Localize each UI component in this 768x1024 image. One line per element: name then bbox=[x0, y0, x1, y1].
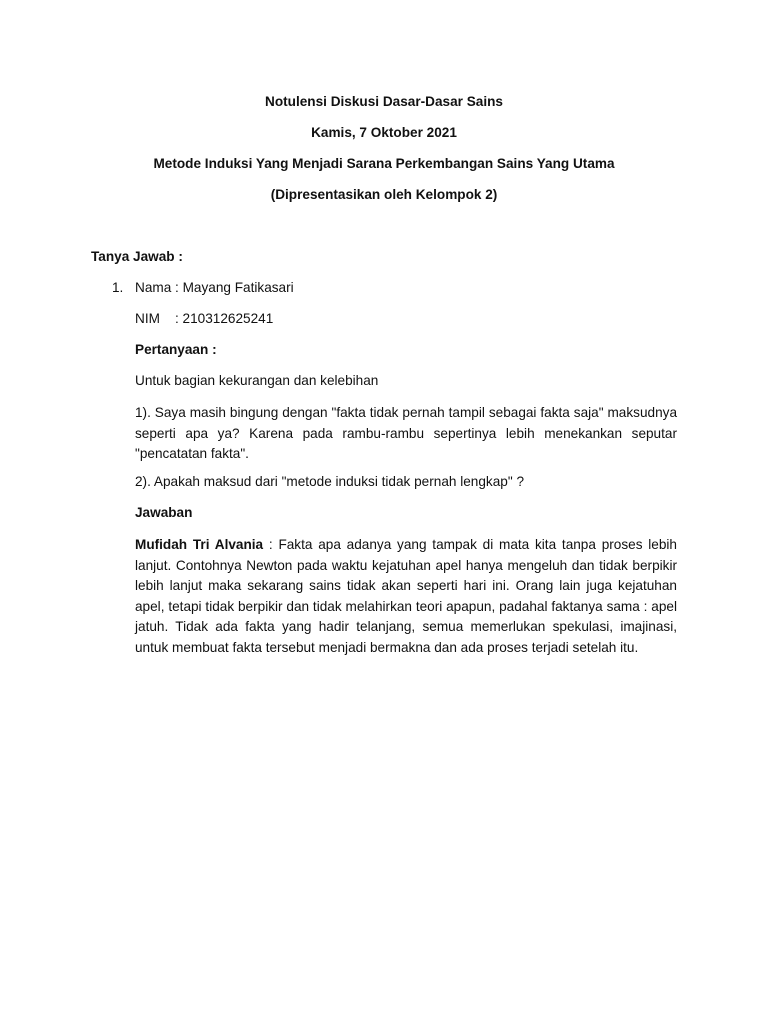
question-intro: Untuk bagian kekurangan dan kelebihan bbox=[135, 373, 379, 388]
document-date: Kamis, 7 Oktober 2021 bbox=[311, 125, 457, 140]
section-title: Tanya Jawab : bbox=[91, 249, 183, 264]
question-title: Pertanyaan : bbox=[135, 342, 217, 357]
question-2: 2). Apakah maksud dari "metode induksi tidak pernah lengkap" ? bbox=[135, 474, 525, 489]
document-presenter: (Dipresentasikan oleh Kelompok 2) bbox=[270, 187, 498, 202]
answer-paragraph bbox=[135, 535, 677, 658]
name-value: : Mayang Fatikasari bbox=[175, 280, 294, 295]
answer-text: : Fakta apa adanya yang tampak di mata kita tanpa proses lebih lanjut. Contohnya Newton pada waktu kejatuhan apel hanya mengeluh dan tidak berpikir lebih lanjut maka sekarang sains tidak akan seperti hari ini. Orang lain juga kejatuhan apel, tetapi tidak berpikir dan tidak melahirkan teori apapun, padahal faktanya sama : apel jatuh. Tidak ada fakta yang hadir telanjang, semua memerlukan spekulasi, imajinasi, untuk membuat fakta tersebut menjadi bermakna dan ada proses terjadi setelah itu. bbox=[135, 537, 677, 655]
list-item-number: 1. bbox=[112, 280, 124, 295]
nim-label: NIM bbox=[135, 311, 160, 326]
nim-line bbox=[135, 311, 273, 326]
answer-name: Mufidah Tri Alvania bbox=[135, 537, 264, 552]
document-title: Notulensi Diskusi Dasar-Dasar Sains bbox=[265, 94, 503, 109]
name-line bbox=[135, 280, 294, 295]
nim-value: : 210312625241 bbox=[175, 311, 274, 326]
answer-title: Jawaban bbox=[135, 505, 193, 520]
name-label: Nama bbox=[135, 280, 172, 295]
question-1: 1). Saya masih bingung dengan "fakta tidak pernah tampil sebagai fakta saja" maksudnya seperti apa ya? Karena pada rambu-rambu sepertinya lebih menekankan seputar "pencatatan fakta". bbox=[135, 405, 677, 461]
document-topic: Metode Induksi Yang Menjadi Sarana Perkembangan Sains Yang Utama bbox=[153, 156, 615, 171]
